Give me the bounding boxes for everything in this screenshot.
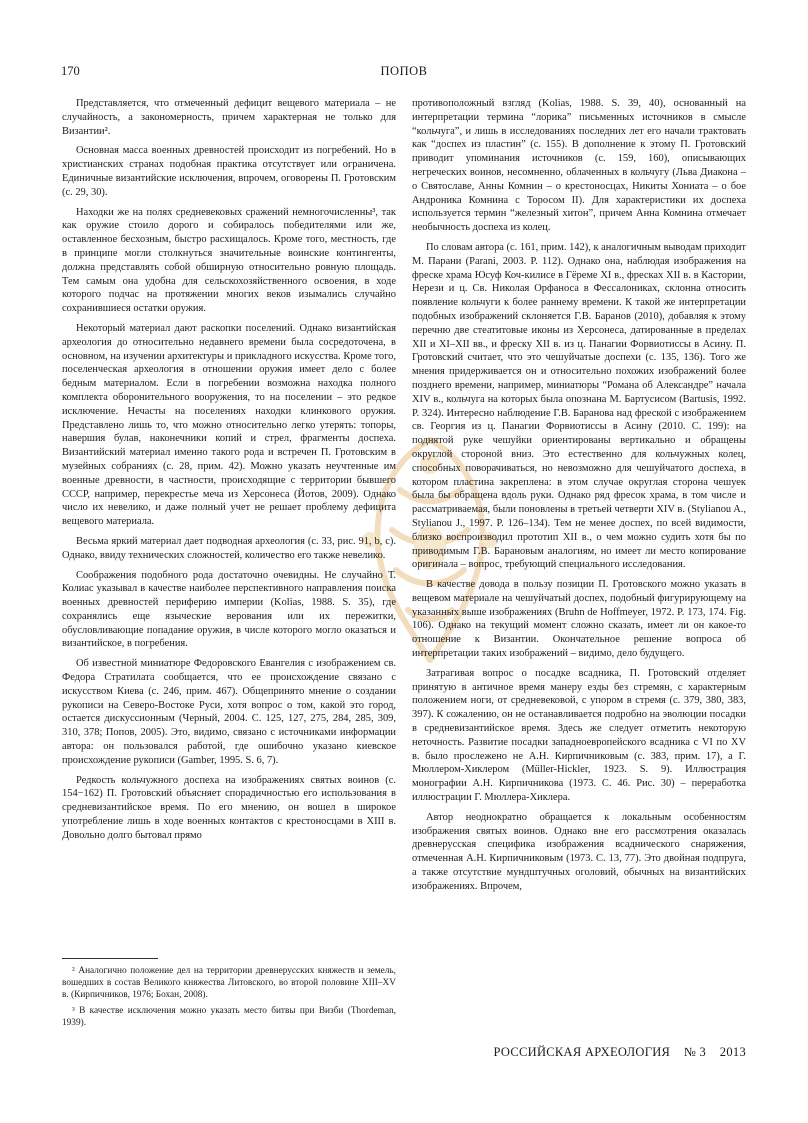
paragraph: Затрагивая вопрос о посадке всадника, П. Гротовский отделяет принятую в античное время манеру езды без стремян, с характерным положением ноги, от средневековой, с упором в стремя (с. 379, 380, 383, 397). К сожалению, он не останавливается подробно на эволюции посадки в средневизантийское время. Здесь же следует отметить некоторую неточность. Развитие посадки западноевропейского всадника с VI по XV в. было прослежено не А.Н. Кирпичниковым (с. 383, прим. 17), а Г. Мюллером-Хиклером (Müller-Hickler, 1923. S. 9). Иллюстрация монографии А.Н. Кирпичникова (1973. С. 46. Рис. 30) – переработка иллюстрации Г. Мюллера-Хиклера. [412, 667, 746, 804]
right-column [412, 97, 746, 900]
paragraph: Редкость кольчужного доспеха на изображениях святых воинов (с. 154−162) П. Гротовский объясняет спорадичностью его использования в средневизантийское время. По его мнению, он вошел в широкое употребление лишь в ходе военных контактов с крестоносцами в XIII в. Довольно долго бытовал прямо [62, 774, 396, 841]
page-number: 170 [61, 64, 80, 78]
journal-issue: № 3 [683, 1045, 707, 1059]
footnote: ³ В качестве исключения можно указать место битвы при Визби (Thordeman, 1939). [62, 1005, 396, 1028]
paragraph: По словам автора (с. 161, прим. 142), к аналогичным выводам приходит М. Парани (Parani, 2003. P. 112). Однако она, наблюдая изображения на фреске храма Юсуф Коч-килисе в Гёреме XI в., фресках XII в. в Кастории, Нерези и ц. Св. Николая Орфаноса в Фессалониках, склонна относить появление кольчуги к более раннему времени. К такой же интерпретации подобных изображений склоняется Г.В. Баранов (2010), добавляя к этому перечню две стеатитовые иконы из Херсонеса, датированные в пределах XII и XI–XII вв., и фреску XII в. из ц. Панагии Форвиотиссы в Асину. П. Гротовский считает, что это чешуйчатые доспехи (с. 135, 136). Того же мнения придерживается он и относительно похожих изображений более позднего времени, например, миниатюры “Романа об Александре” начала XIV в., кольчуга на которых была опознана М. Бартусисом (Bartusis, 1992. P. 324). Интересно наблюдение Г.В. Баранова над фреской с изображением св. Георгия из ц. Панагии Форвиотиссы в Асину (2010. С. 199): на поднятой руке чешуйки ориентированы вертикально и обращены округлой стороной вниз. Это естественно для кольчужных колец, способных поворачиваться, но невозможно для чешуйчатого доспеха, в котором пластина закреплена: в этом случае округлая сторона чешуек была бы обращена вдоль руки. Однако ряд фресок храма, в том числе и рассматриваемая, были поновлены в третьей четверти XIV в. (Stylianou A., Stylianou J., 1997. P. 126–134). Тем не менее доспех, по всей видимости, близко воспроизводил прототип XII в., о чем можно судить хотя бы по приводимым Г.В. Барановым аналогиям, но имеет ли место копирование оригинала – вопрос, требующий специального исследования. [412, 241, 746, 571]
running-title: ПОПОВ [380, 64, 428, 78]
footnote: ² Аналогично положение дел на территории древнерусских княжеств и земель, вошедших в состав Великого княжества Литовского, во второй половине XIII–XV в. (Кирпичников, 1976; Бохан, 2008). [62, 966, 396, 1001]
paragraph: Находки же на полях средневековых сражений немногочисленны³, так как оружие стоило дорого и собиралось победителями или же, оставленное бесхозным, быстро расхищалось. Кроме того, местность, где в принципе могли столкнуться значительные воинские контингенты, должна представлять собой обширную относительно ровную площадь. Тем самым она удобна для сельскохозяйственного освоения, в ходе которого подчас на протяжении многих веков изымались случайно сохранившиеся остатки оружия. [62, 206, 396, 315]
paragraph: Некоторый материал дают раскопки поселений. Однако византийская археология до относительно недавнего времени была сосредоточена, в основном, на изучении архитектуры и прикладного искусства. Кроме того, поселенческая археология в отношении оружия имеет дело с более бедным материалом. Если в погребении возможна находка полного комплекта оборонительного вооружения, то на поселении – это редкое исключение. Нечасты на поселениях находки клинкового оружия. Представлено лишь то, что можно относительно легко утерять: топоры, навершия булав, наконечники копий и стрел, фрагменты доспеха. Византийский материал именно такого рода и встречен П. Гротовским в музейных собраниях (с. 28, прим. 42). Можно указать неучтенные им военные древности, в частности, происходящие с территории бывшего СССР, например, перекрестье меча из Херсонеса (Йотов, 2009). Однако число их невелико, и даже полный учет не решает проблему дефицита вещевого материала. [62, 322, 396, 528]
footnotes [62, 965, 396, 1032]
paragraph: Соображения подобного рода достаточно очевидны. Не случайно Т. Колиас указывал в качестве наиболее перспективного направления поиска военных древностей периферию империи (Kolias, 1988. S. 35), где сохранялись еще языческие верования или их пережитки, обусловливающие попадание оружия, в числе которого могло оказаться и византийское, в погребения. [62, 569, 396, 650]
footnote-divider [62, 958, 158, 959]
journal-year: 2013 [719, 1045, 746, 1059]
paragraph: Об известной миниатюре Федоровского Евангелия с изображением св. Федора Стратилата сообщается, что ее происхождение связано с искусством Киева (с. 246, прим. 467). Общепринято мнение о создании рукописи на Северо-Востоке Руси, хотя вопрос о том, какой это город, остается дискуссионным (Черный, 2004. С. 125, 127, 275, 284, 285, 309, 310, 378; Попов, 2005). Это, видимо, связано с источниками информации автора: он пользовался работой, где ошибочно указано киевское происхождение рукописи (Gamber, 1995. S. 6, 7). [62, 658, 396, 766]
paragraph: Основная масса военных древностей происходит из погребений. Но в христианских странах подобная практика отсутствует или ограничена. Единичные византийские исключения, впрочем, оговорены П. Гротовским (с. 29, 30). [62, 145, 396, 198]
paragraph: В качестве довода в пользу позиции П. Гротовского можно указать в вещевом материале на чешуйчатый доспех, подобный фигурирующему на указанных выше изображениях (Bruhn de Hoffmeyer, 1972. P. 173, 174. Fig. 106). Однако на текущий момент сложно сказать, имеет ли он какое-то отношение к Византии. Окончательное решение вопроса об интерпретации таких изображений – видимо, дело будущего. [412, 579, 746, 660]
paragraph: Представляется, что отмеченный дефицит вещевого материала – не случайность, а закономерность, причем характерная не только для Византии². [62, 98, 396, 137]
paragraph: Автор неоднократно обращается к локальным особенностям изображения святых воинов. Однако вне его рассмотрения оказалась древнерусская специфика изображения всаднического снаряжения, отмеченная А.Н. Кирпичниковым (1973. С. 13, 77). Это двойная подпруга, а также отсутствие мундштучных оголовий, обычных на византийских изображениях. Впрочем, [412, 811, 746, 892]
paragraph: противоположный взгляд (Kolias, 1988. S. 39, 40), основанный на интерпретации термина “лорика” письменных источников в смысле “кольчуга”, и лишь в исследованиях последних лет его начали трактовать как “доспех из пластин” (с. 155). В дополнение к этому П. Гротовский приводит упоминания источников (с. 159, 160), описывающих негреческих воинов, несомненно, облаченных в кольчугу (Льва Диакона – о Святославе, Анны Комнин – о крестоносцах, Никиты Хониата – о бое Андроника Комнина с Торосом II). Для характеристики их доспеха используется термин “железный хитон”, причем Анна Комнина отмечает необычность доспеха из колец. [412, 98, 746, 234]
paragraph: Весьма яркий материал дает подводная археология (с. 33, рис. 91, b, c). Однако, ввиду технических сложностей, количество его также невелико. [62, 535, 396, 561]
journal-footer [493, 1045, 746, 1060]
journal-title: РОССИЙСКАЯ АРХЕОЛОГИЯ [493, 1045, 671, 1059]
left-column [62, 97, 396, 849]
